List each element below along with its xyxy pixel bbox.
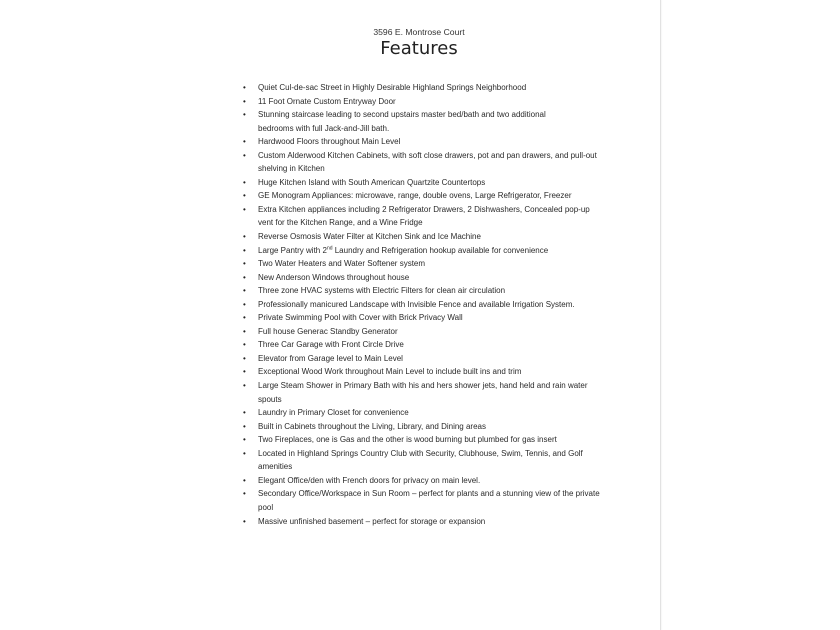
feature-item: • Laundry in Primary Closet for convenience — [240, 406, 650, 420]
feature-item: • Reverse Osmosis Water Filter at Kitchen Sink and Ice Machine — [240, 230, 650, 244]
feature-item: • Large Pantry with 2nd Laundry and Refrigeration hookup available for convenience — [240, 244, 650, 258]
feature-item: • Two Water Heaters and Water Softener system — [240, 257, 650, 271]
document-page — [178, 0, 661, 630]
feature-item: • Built in Cabinets throughout the Living, Library, and Dining areas — [240, 420, 650, 434]
feature-item: • Huge Kitchen Island with South American Quartzite Countertops — [240, 176, 650, 190]
feature-item: • Three Car Garage with Front Circle Drive — [240, 338, 650, 352]
feature-item: • Large Steam Shower in Primary Bath with his and hers shower jets, hand held and rain water spouts — [240, 379, 603, 406]
feature-item: • Extra Kitchen appliances including 2 Refrigerator Drawers, 2 Dishwashers, Concealed pop-up vent for the Kitchen Range, and a Wine Fridge — [240, 203, 606, 230]
feature-item: • Two Fireplaces, one is Gas and the other is wood burning but plumbed for gas insert — [240, 433, 618, 447]
feature-item: • Located in Highland Springs Country Club with Security, Clubhouse, Swim, Tennis, and Golf amenities — [240, 447, 603, 474]
feature-item: • 11 Foot Ornate Custom Entryway Door — [240, 95, 650, 109]
feature-item: • Professionally manicured Landscape with Invisible Fence and available Irrigation System. — [240, 298, 658, 312]
feature-item: • Stunning staircase leading to second upstairs master bed/bath and two additional bedrooms with full Jack-and-Jill bath. — [240, 108, 576, 135]
features-list — [240, 81, 650, 528]
page-title: Features — [380, 38, 458, 59]
feature-item: • New Anderson Windows throughout house — [240, 271, 650, 285]
feature-item: • GE Monogram Appliances: microwave, range, double ovens, Large Refrigerator, Freezer — [240, 189, 618, 203]
feature-item: • Quiet Cul-de-sac Street in Highly Desirable Highland Springs Neighborhood — [240, 81, 558, 95]
feature-item: • Massive unfinished basement – perfect for storage or expansion — [240, 515, 650, 529]
feature-item: • Elevator from Garage level to Main Level — [240, 352, 650, 366]
feature-item: • Private Swimming Pool with Cover with Brick Privacy Wall — [240, 311, 650, 325]
feature-item: • Elegant Office/den with French doors for privacy on main level. — [240, 474, 650, 488]
property-address: 3596 E. Montrose Court — [373, 27, 465, 37]
feature-item: • Secondary Office/Workspace in Sun Room – perfect for plants and a stunning view of the private pool — [240, 487, 603, 514]
feature-item: • Full house Generac Standby Generator — [240, 325, 650, 339]
feature-item: • Custom Alderwood Kitchen Cabinets, with soft close drawers, pot and pan drawers, and pull-out shelving in Kitchen — [240, 149, 603, 176]
feature-item: • Hardwood Floors throughout Main Level — [240, 135, 650, 149]
feature-item: • Three zone HVAC systems with Electric Filters for clean air circulation — [240, 284, 650, 298]
feature-item: • Exceptional Wood Work throughout Main Level to include built ins and trim — [240, 365, 650, 379]
